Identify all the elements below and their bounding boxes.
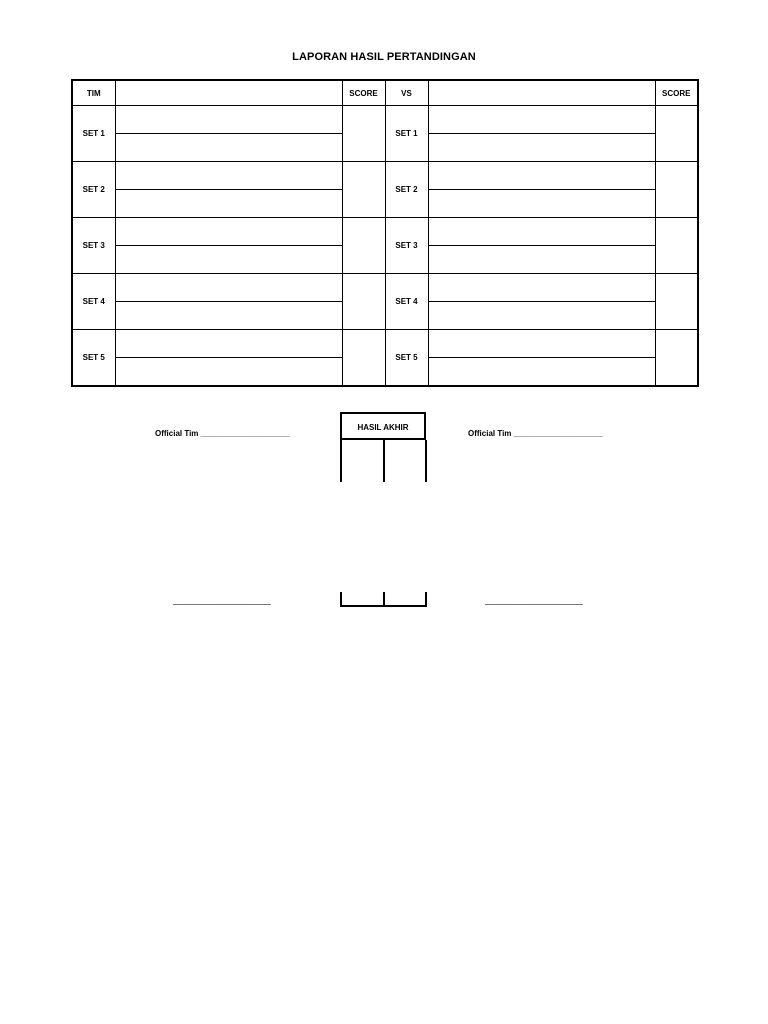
table-row — [72, 106, 698, 134]
hasil-akhir-header: HASIL AKHIR — [340, 412, 426, 440]
set-label-left: SET 4 — [72, 274, 115, 330]
player-line — [115, 134, 342, 162]
signature-line-right: ______________________ — [485, 596, 583, 605]
result-box-divider-top — [383, 440, 385, 482]
player-line — [115, 162, 342, 190]
player-line — [428, 274, 655, 302]
set-label-left: SET 1 — [72, 106, 115, 162]
set-label-right: SET 3 — [385, 218, 428, 274]
result-box-left-top — [340, 440, 342, 482]
table-row — [72, 330, 698, 358]
player-line — [428, 190, 655, 218]
score-cell-left — [342, 274, 385, 330]
table-row — [72, 162, 698, 190]
score-cell-right — [655, 162, 698, 218]
set-label-left: SET 5 — [72, 330, 115, 387]
score-cell-right — [655, 218, 698, 274]
score-cell-left — [342, 162, 385, 218]
header-vs: VS — [385, 80, 428, 106]
header-tim: TIM — [72, 80, 115, 106]
player-line — [428, 330, 655, 358]
team-right-name-cell — [428, 80, 655, 106]
result-box-divider-bottom — [383, 592, 385, 606]
player-line — [115, 246, 342, 274]
team-left-name-cell — [115, 80, 342, 106]
score-cell-right — [655, 274, 698, 330]
set-label-left: SET 2 — [72, 162, 115, 218]
player-line — [428, 218, 655, 246]
score-table — [71, 79, 699, 387]
table-header-row — [72, 80, 698, 106]
result-box-right-bottom — [425, 592, 427, 606]
set-label-right: SET 4 — [385, 274, 428, 330]
player-line — [115, 358, 342, 387]
table-row — [72, 218, 698, 246]
player-line — [115, 330, 342, 358]
official-left-label: Official Tim ____________________ — [155, 429, 290, 438]
player-line — [428, 106, 655, 134]
score-cell-left — [342, 330, 385, 387]
player-line — [115, 218, 342, 246]
player-line — [115, 302, 342, 330]
signature-line-left: ______________________ — [173, 596, 271, 605]
table-row — [72, 274, 698, 302]
result-box-left-bottom — [340, 592, 342, 606]
player-line — [428, 358, 655, 387]
player-line — [428, 162, 655, 190]
set-label-right: SET 5 — [385, 330, 428, 387]
player-line — [115, 190, 342, 218]
official-right-label: Official Tim ____________________ — [468, 429, 603, 438]
score-cell-left — [342, 106, 385, 162]
score-cell-left — [342, 218, 385, 274]
player-line — [115, 274, 342, 302]
player-line — [428, 246, 655, 274]
header-score-right: SCORE — [655, 80, 698, 106]
player-line — [428, 302, 655, 330]
player-line — [428, 134, 655, 162]
page-title: LAPORAN HASIL PERTANDINGAN — [292, 51, 476, 63]
player-line — [115, 106, 342, 134]
score-cell-right — [655, 106, 698, 162]
result-box-bottom-edge — [340, 605, 427, 607]
result-box-right-top — [425, 440, 427, 482]
header-score-left: SCORE — [342, 80, 385, 106]
set-label-right: SET 2 — [385, 162, 428, 218]
score-cell-right — [655, 330, 698, 387]
set-label-left: SET 3 — [72, 218, 115, 274]
set-label-right: SET 1 — [385, 106, 428, 162]
